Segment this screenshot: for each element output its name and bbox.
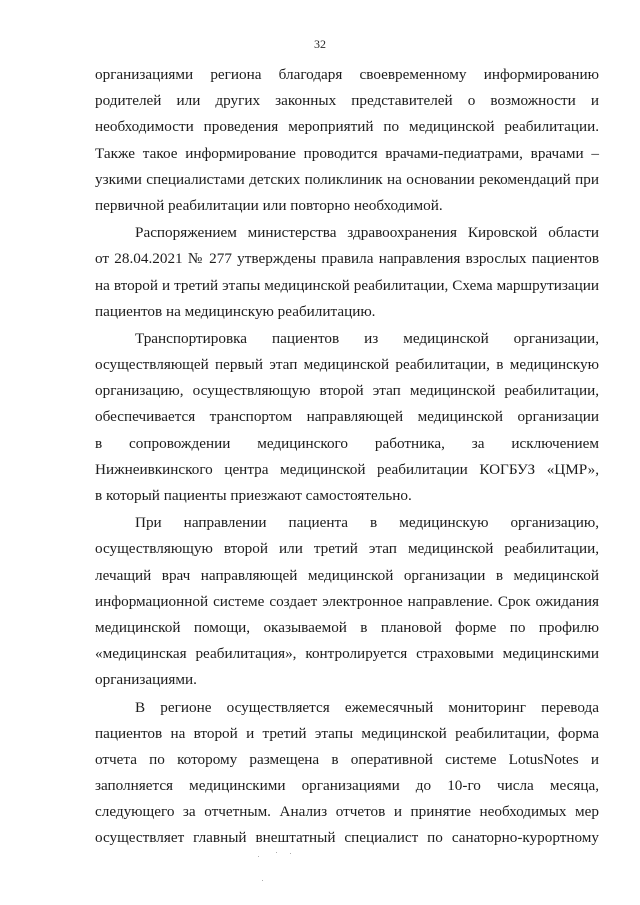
text-line: в который пациенты приезжают самостоятельно. — [95, 487, 412, 504]
scan-speck — [290, 853, 291, 854]
page-number: 32 — [314, 37, 326, 51]
text-line: осуществляет главный внештатный специалист по санаторно-курортному — [95, 829, 599, 847]
text-line: При направлении пациента в медицинскую организацию, — [135, 514, 599, 532]
paragraph — [95, 62, 599, 219]
text-line: организацию, осуществляющую второй этап медицинской реабилитации, — [95, 382, 599, 400]
text-line: первичной реабилитации или повторно необходимой. — [95, 196, 443, 214]
scan-speck — [262, 880, 263, 881]
text-line: пациентов на второй и третий этапы медицинской реабилитации, форма — [95, 724, 599, 742]
paragraph — [95, 220, 599, 325]
text-line: осуществляющей первый этап медицинской реабилитации, в медицинскую — [95, 356, 599, 374]
scan-speck — [276, 852, 277, 853]
text-line: родителей или других законных представителей о возможности и — [95, 92, 599, 110]
text-line: информационной системе создает электронное направление. Срок ожидания — [95, 592, 599, 610]
text-line: лечащий врач направляющей медицинской организации в медицинской — [95, 566, 599, 584]
text-line: на второй и третий этапы медицинской реабилитации, Схема маршрутизации — [95, 276, 599, 294]
text-line: В регионе осуществляется ежемесячный мониторинг перевода — [135, 698, 599, 716]
text-line: Транспортировка пациентов из медицинской организации, — [135, 329, 599, 347]
text-line: необходимости проведения мероприятий по медицинской реабилитации. — [95, 118, 599, 136]
text-line: Распоряжением министерства здравоохранения Кировской области — [135, 224, 599, 242]
text-line: в сопровождении медицинского работника, за исключением — [95, 434, 599, 452]
text-line: «медицинская реабилитация», контролируется страховыми медицинскими — [95, 645, 599, 663]
paragraph — [95, 510, 599, 693]
text-line: Нижнеивкинского центра медицинской реабилитации КОГБУЗ «ЦМР», — [95, 460, 599, 478]
text-line: пациентов на медицинскую реабилитацию. — [95, 302, 376, 320]
text-line: медицинской помощи, оказываемой в плановой форме по профилю — [95, 618, 599, 636]
text-line: осуществляющую второй или третий этап медицинской реабилитации, — [95, 540, 599, 558]
text-line: Также такое информирование проводится врачами-педиатрами, врачами – — [95, 144, 599, 162]
text-line: следующего за отчетным. Анализ отчетов и принятие необходимых мер — [95, 803, 599, 821]
text-line: отчета по которому размещена в оперативной системе LotusNotes и — [95, 750, 599, 768]
text-line: организациями региона благодаря своевременному информированию — [95, 66, 599, 83]
text-line: обеспечивается транспортом направляющей медицинской организации — [95, 408, 599, 426]
paragraph — [95, 326, 599, 509]
text-line: от 28.04.2021 № 277 утверждены правила направления взрослых пациентов — [95, 250, 599, 268]
paragraph — [95, 695, 599, 852]
text-line: организациями. — [95, 671, 197, 689]
scan-speck — [258, 856, 259, 857]
text-line: узкими специалистами детских поликлиник на основании рекомендаций при — [95, 170, 599, 188]
text-line: заполняется медицинскими организациями до 10-го числа месяца, — [95, 777, 599, 795]
document-body — [95, 62, 599, 853]
